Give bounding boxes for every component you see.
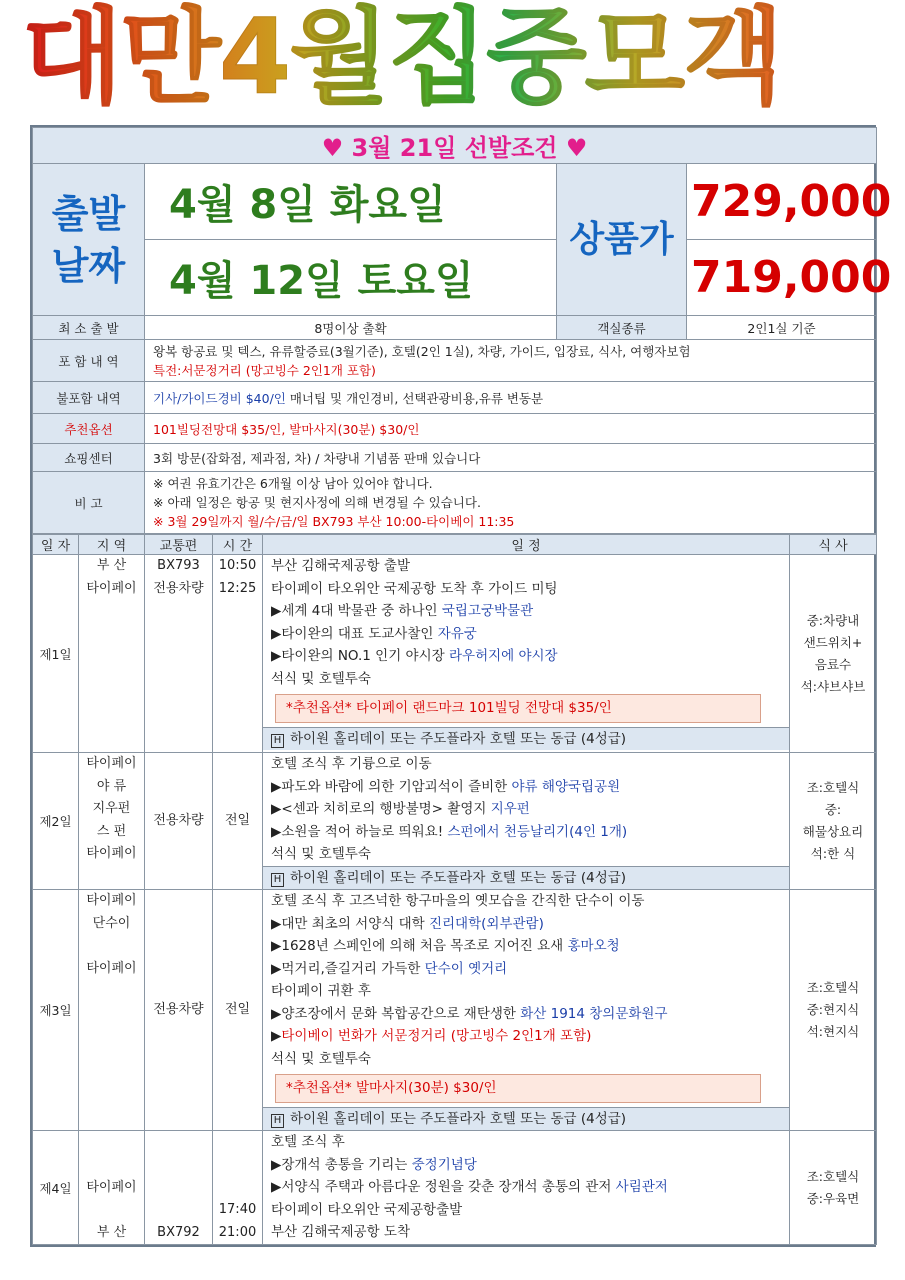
- schedule-text: 타이페이 타오위안 국제공항출발: [271, 1201, 463, 1218]
- region-name: [83, 935, 140, 958]
- room-type-value: 2인1실 기준: [687, 316, 877, 340]
- schedule-line: [271, 645, 781, 668]
- schedule-cell: [263, 753, 790, 890]
- exclude-label: 불포함 내역: [33, 382, 145, 414]
- exclude-value: 기사/가이드경비 $40/인 매너팁 및 개인경비, 선택관광비용,유류 변동분: [145, 382, 877, 414]
- transport-name: 전용차량: [153, 580, 204, 596]
- schedule-line: [271, 1199, 781, 1222]
- schedule-cell: [263, 890, 790, 1131]
- schedule-line: [271, 1048, 781, 1071]
- schedule-line: [271, 600, 781, 623]
- transport-cell: [145, 555, 213, 753]
- region-cell: [79, 555, 145, 753]
- region-name: 타이페이: [86, 756, 137, 771]
- time-cell: [213, 890, 263, 1131]
- schedule-text: ▶파도와 바람에 의한 기암괴석이 즐비한: [271, 778, 512, 795]
- schedule-text: 타이페이 귀환 후: [271, 983, 371, 999]
- transport-name: [149, 1199, 208, 1222]
- note-value: ※ 여권 유효기간은 6개월 이상 남아 있어야 합니다. ※ 아래 일정은 항공 및 현지사정에 의해 변경될 수 있습니다. ※ 3월 29일까지 월/수/금/일 BX793 부산 10:00-타이베이 11:35: [145, 472, 877, 534]
- meal-item: 중:: [824, 802, 842, 817]
- summary-table: [32, 127, 892, 534]
- header-transport: 교통편: [145, 535, 213, 555]
- min-departure-label: 최 소 출 발: [33, 316, 145, 340]
- schedule-highlight: 중정기념당: [411, 1156, 477, 1173]
- region-cell: [79, 753, 145, 890]
- schedule-text: 호텔 조식 후 기륭으로 이동: [271, 756, 432, 772]
- region-name: 스 펀: [96, 823, 127, 839]
- hotel-text: 하이원 홀리데이 또는 주도플라자 호텔 또는 동급 (4성급): [290, 1110, 627, 1127]
- schedule-text: ▶: [271, 1028, 282, 1044]
- schedule-highlight: 홍마오청: [567, 938, 620, 954]
- schedule-text: ▶양조장에서 문화 복합공간으로 재탄생한: [271, 1005, 521, 1022]
- time-value: 전일: [224, 812, 251, 828]
- recommended-option: *추천옵션* 타이페이 랜드마크 101빌딩 전망대 $35/인: [275, 694, 761, 723]
- region-name: 타이페이: [86, 893, 137, 908]
- schedule-line: [271, 980, 781, 1003]
- transport-cell: [145, 753, 213, 890]
- schedule-text: ▶타이완의 NO.1 인기 야시장: [271, 648, 449, 664]
- option-value: 101빌딩전망대 $35/인, 발마사지(30분) $30/인: [145, 414, 877, 444]
- departure-date-1: 4월 8일 화요일: [145, 164, 557, 240]
- day-label: 제1일: [33, 555, 79, 753]
- schedule-highlight: 지우펀: [490, 801, 530, 817]
- departure-label: 출발 날짜: [33, 164, 145, 316]
- schedule-line: [271, 753, 781, 776]
- schedule-highlight: 야류 해양국립공원: [511, 778, 621, 795]
- meal-item: 중:현지식: [806, 1002, 860, 1017]
- schedule-text: ▶소원을 적어 하늘로 띄워요!: [271, 823, 448, 840]
- hotel-icon: H: [271, 1114, 284, 1128]
- meal-item: 조:호텔식: [806, 980, 860, 995]
- schedule-line: [271, 668, 781, 691]
- header-region: 지 역: [79, 535, 145, 555]
- meal-item: 중:차량내: [806, 612, 860, 628]
- shopping-value: 3회 방문(잡화점, 제과점, 차) / 차량내 기념품 판매 있습니다: [145, 444, 877, 472]
- schedule-cell: [263, 1131, 790, 1245]
- hotel-icon: H: [271, 873, 284, 887]
- meals-cell: [790, 555, 877, 753]
- transport-name: 전용차량: [153, 1001, 204, 1017]
- option-label: 추천옵션: [33, 414, 145, 444]
- time-value: 12:25: [218, 580, 257, 596]
- note-label: 비 고: [33, 472, 145, 534]
- schedule-line: [271, 1154, 781, 1177]
- day-row: [33, 890, 877, 1131]
- schedule-text: 석식 및 호텔투숙: [271, 846, 371, 862]
- price-2: 719,000: [687, 240, 877, 316]
- schedule-cell: [263, 555, 790, 753]
- schedule-line: [271, 1176, 781, 1199]
- day-row: [33, 1131, 877, 1245]
- hotel-info: [263, 866, 789, 890]
- price-1: 729,000: [687, 164, 877, 240]
- schedule-text: 석식 및 호텔투숙: [271, 670, 371, 687]
- meal-item: 석:한 식: [810, 846, 856, 861]
- schedule-highlight: 스펀에서 천등날리기(4인 1개): [447, 823, 628, 840]
- schedule-text: ▶대만 최초의 서양식 대학: [271, 915, 429, 932]
- banner-title: 대만4월집중모객: [22, 0, 902, 122]
- region-name: 부 산: [96, 1224, 127, 1240]
- shopping-label: 쇼핑센터: [33, 444, 145, 472]
- schedule-highlight: 라우허지에 야시장: [448, 648, 558, 664]
- transport-name: BX792: [157, 1224, 200, 1240]
- notice-banner: ♥ 3월 21일 선발조건 ♥: [33, 128, 877, 164]
- schedule-text: 석식 및 호텔투숙: [271, 1050, 371, 1067]
- region-name: [83, 1154, 140, 1177]
- room-type-label: 객실종류: [557, 316, 687, 340]
- schedule-text: 부산 김해국제공항 도착: [271, 1224, 410, 1240]
- region-cell: [79, 1131, 145, 1245]
- hotel-info: [263, 1107, 789, 1131]
- meal-item: 석:현지식: [806, 1024, 860, 1039]
- region-name: 부 산: [96, 558, 127, 573]
- region-name: 타이페이: [86, 960, 137, 976]
- header-meals: 식 사: [790, 535, 877, 555]
- hotel-text: 하이원 홀리데이 또는 주도플라자 호텔 또는 동급 (4성급): [290, 730, 627, 747]
- meal-item: 음료수: [814, 656, 852, 672]
- schedule-line: [271, 1221, 781, 1244]
- region-cell: [79, 890, 145, 1131]
- meal-item: 석:샤브샤브: [800, 678, 866, 694]
- region-name: 야 류: [96, 778, 127, 794]
- schedule-text: ▶<센과 치히로의 행방불명> 촬영지: [271, 801, 491, 817]
- schedule-text: ▶세계 4대 박물관 중 하나인: [271, 603, 442, 619]
- meals-cell: [790, 753, 877, 890]
- schedule-highlight: 화산 1914 창의문화원구: [520, 1005, 668, 1022]
- time-cell: [213, 753, 263, 890]
- schedule-line: [271, 1025, 781, 1048]
- transport-cell: [145, 1131, 213, 1245]
- meal-item: 조:호텔식: [806, 1168, 860, 1184]
- meal-item: 샌드위치+: [803, 634, 863, 650]
- transport-cell: [145, 890, 213, 1131]
- region-name: 타이페이: [86, 1179, 137, 1195]
- include-label: 포 함 내 역: [33, 340, 145, 382]
- hotel-text: 하이원 홀리데이 또는 주도플라자 호텔 또는 동급 (4성급): [290, 869, 627, 886]
- day-label: 제2일: [33, 753, 79, 890]
- schedule-line: [271, 623, 781, 646]
- schedule-line: [271, 1131, 781, 1154]
- schedule-highlight: 국립고궁박물관: [441, 603, 534, 619]
- region-name: 지우펀: [92, 801, 131, 816]
- recommended-option: *추천옵션* 발마사지(30분) $30/인: [275, 1074, 761, 1103]
- itinerary-sheet: [30, 125, 892, 1247]
- meals-cell: [790, 890, 877, 1131]
- header-time: 시 간: [213, 535, 263, 555]
- meal-item: 해물상요리: [802, 824, 864, 839]
- day-row: [33, 753, 877, 890]
- header-schedule: 일 정: [263, 535, 790, 555]
- hotel-info: [263, 727, 789, 751]
- schedule-line: [271, 798, 781, 821]
- transport-name: [149, 1177, 208, 1200]
- schedule-text: ▶타이완의 대표 도교사찰인: [271, 625, 438, 642]
- region-name: 타이페이: [86, 846, 137, 861]
- schedule-text: ▶장개석 총통을 기리는: [271, 1156, 412, 1173]
- time-value: [217, 1132, 258, 1155]
- schedule-text: 호텔 조식 후: [271, 1134, 345, 1150]
- region-name: 타이페이: [86, 580, 137, 596]
- time-value: 21:00: [218, 1224, 257, 1240]
- schedule-text: ▶먹거리,즐길거리 가득한: [271, 960, 425, 977]
- meal-item: 중:우육면: [806, 1190, 860, 1206]
- region-name: 단수이: [92, 915, 131, 931]
- schedule-text: 호텔 조식 후 고즈넉한 항구마을의 옛모습을 간직한 단수이 이동: [271, 893, 645, 909]
- include-value: 왕복 항공료 및 텍스, 유류할증료(3월기준), 호텔(2인 1실), 차량, 가이드, 입장료, 식사, 여행자보험 특전:서문정거리 (망고빙수 2인1개 포함): [145, 340, 877, 382]
- schedule-highlight: 자유궁: [437, 625, 477, 642]
- schedule-highlight: 진리대학(외부관람): [428, 915, 544, 932]
- schedule-line: [271, 1003, 781, 1026]
- departure-date-2: 4월 12일 토요일: [145, 240, 557, 316]
- time-cell: [213, 1131, 263, 1245]
- day-row: [33, 555, 877, 753]
- schedule-line: [271, 958, 781, 981]
- title-banner: [0, 0, 905, 125]
- min-departure-value: 8명이상 출확: [145, 316, 557, 340]
- transport-name: BX793: [157, 558, 200, 573]
- time-value: 17:40: [218, 1202, 257, 1217]
- schedule-line: [271, 776, 781, 799]
- transport-name: 전용차량: [153, 812, 204, 828]
- time-value: [217, 1177, 258, 1200]
- schedule-highlight: 단수이 옛거리: [424, 960, 508, 977]
- schedule-table: [32, 534, 877, 1245]
- meal-item: 조:호텔식: [806, 780, 860, 795]
- schedule-line: [271, 821, 781, 844]
- time-value: 10:50: [218, 558, 257, 573]
- transport-name: [149, 1154, 208, 1177]
- schedule-line: [271, 890, 781, 913]
- region-name: [83, 1199, 140, 1222]
- schedule-line: [271, 578, 781, 601]
- schedule-text: 타이페이 타오위안 국제공항 도착 후 가이드 미팅: [271, 580, 558, 597]
- hotel-icon: H: [271, 734, 284, 748]
- schedule-highlight-red: 타이베이 번화가 서문정거리 (망고빙수 2인1개 포함): [281, 1028, 592, 1044]
- schedule-line: [271, 555, 781, 578]
- time-value: [217, 1154, 258, 1177]
- schedule-line: [271, 913, 781, 936]
- schedule-text: 부산 김해국제공항 출발: [271, 558, 410, 574]
- schedule-line: [271, 935, 781, 958]
- schedule-highlight: 사림관저: [615, 1179, 668, 1195]
- time-value: 전일: [224, 1001, 251, 1017]
- schedule-text: ▶1628년 스페인에 의해 처음 목조로 지어진 요새: [271, 938, 568, 954]
- schedule-line: [271, 843, 781, 866]
- price-label: 상품가: [557, 164, 687, 316]
- schedule-text: ▶서양식 주택과 아름다운 정원을 갖춘 장개석 총통의 관저: [271, 1179, 616, 1195]
- time-cell: [213, 555, 263, 753]
- day-label: 제4일: [33, 1131, 79, 1245]
- meals-cell: [790, 1131, 877, 1245]
- header-day: 일 자: [33, 535, 79, 555]
- day-label: 제3일: [33, 890, 79, 1131]
